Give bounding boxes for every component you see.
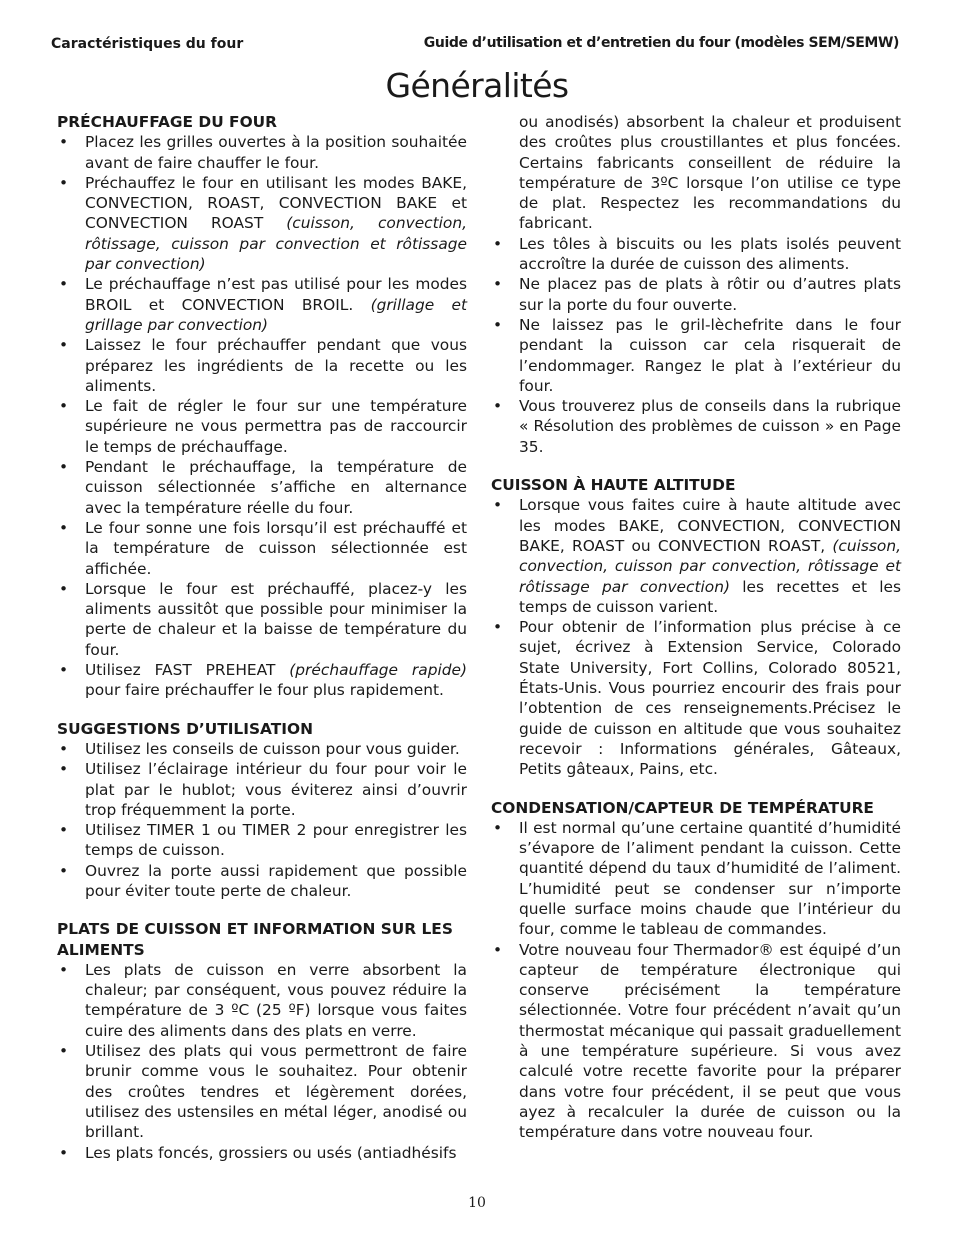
list-item xyxy=(491,617,901,779)
item-text: Lorsque le four est préchauffé, placez-y les aliments aussitôt que possible pour minimiser la perte de chaleur et la baisse de température du four. xyxy=(85,579,467,659)
item-italic-text: (préchauffage rapide) xyxy=(289,661,467,680)
item-text: Utilisez TIMER 1 ou TIMER 2 pour enregistrer les temps de cuisson. xyxy=(85,821,467,860)
section xyxy=(57,919,467,1163)
item-text: Utilisez FAST PREHEAT xyxy=(85,661,290,680)
item-text: Le four sonne une fois lorsqu’il est préchauffé et la température de cuisson sélectionnée est affichée. xyxy=(85,518,467,578)
section-heading: CONDENSATION/CAPTEUR DE TEMPÉRATURE xyxy=(491,798,874,817)
item-text: Préchauffez le four en utilisant les modes BAKE, CONVECTION, ROAST, CONVECTION BAKE et CONVECTION ROAST xyxy=(85,173,467,233)
right-column xyxy=(491,112,901,1161)
item-text: Pour obtenir de l’information plus précise à ce sujet, écrivez à Extension Service, Colorado State University, Fort Collins, Colorado 80521, États-Unis. Vous pourriez encourir des frais pour l’obtention de ces renseignements.Précisez le guide de cuisson en altitude que vous souhaitez recevoir : Informations générales, Gâteaux, Petits gâteaux, Pains, etc. xyxy=(519,618,901,779)
section xyxy=(491,798,901,1143)
section-heading: PRÉCHAUFFAGE DU FOUR xyxy=(57,113,278,131)
bullet-list xyxy=(491,495,901,779)
list-item xyxy=(491,274,901,315)
list-item xyxy=(57,820,467,861)
item-text: Placez les grilles ouvertes à la position souhaitée avant de faire chauffer le four. xyxy=(85,133,467,172)
section xyxy=(491,112,901,457)
item-text: Laissez le four préchauffer pendant que vous préparez les ingrédients de la recette ou les aliments. xyxy=(85,336,467,395)
list-item xyxy=(57,518,467,579)
bullet-list xyxy=(57,739,467,901)
item-text: Ouvrez la porte aussi rapidement que possible pour éviter toute perte de chaleur. xyxy=(85,861,467,900)
header-guide-title: Guide d’utilisation et d’entretien du four (modèles SEM/SEMW) xyxy=(423,35,899,51)
page-number: 10 xyxy=(468,1195,486,1211)
section xyxy=(491,475,901,779)
item-text: Les plats foncés, grossiers ou usés (antiadhésifs xyxy=(85,1143,457,1162)
item-text-after: pour faire préchauffer le four plus rapidement. xyxy=(85,681,444,700)
list-item xyxy=(57,579,467,660)
bullet-list xyxy=(491,818,901,1143)
list-item xyxy=(57,861,467,902)
list-item xyxy=(57,660,467,701)
list-item xyxy=(57,1143,467,1163)
item-italic-text: (cuisson, convection, rôtissage, cuisson par convection et rôtissage par convection) xyxy=(85,214,467,274)
list-item xyxy=(57,1041,467,1142)
item-text: Pendant le préchauffage, la température de cuisson sélectionnée s’affiche en alternance avec la température réelle du four. xyxy=(85,458,467,517)
item-text: Utilisez l’éclairage intérieur du four pour voir le plat par le hublot; vous éviterez ainsi d’ouvrir trop fréquemment la porte. xyxy=(85,760,467,819)
list-item xyxy=(57,274,467,335)
item-text: Utilisez les conseils de cuisson pour vous guider. xyxy=(85,739,460,758)
page-title: Généralités xyxy=(385,66,569,105)
item-text: Ne laissez pas le gril-lèchefrite dans le four pendant la cuisson car cela risquerait de l’endommager. Rangez le plat à l’extérieur du four. xyxy=(519,315,901,395)
section xyxy=(57,112,467,701)
item-text: Le préchauffage n’est pas utilisé pour les modes BROIL et CONVECTION BROIL. xyxy=(85,275,467,314)
header-section-title: Caractéristiques du four xyxy=(51,36,244,52)
item-text: Vous trouverez plus de conseils dans la rubrique « Résolution des problèmes de cuisson » en Page 35. xyxy=(519,397,901,456)
section-heading: CUISSON À HAUTE ALTITUDE xyxy=(491,476,736,495)
bullet-list xyxy=(491,112,901,457)
list-item xyxy=(491,112,901,234)
item-text: ou anodisés) absorbent la chaleur et produisent des croûtes plus croustillantes et plus foncées. Certains fabricants conseillent de réduire la température de 3ºC lorsque l’on utilise ce type de plat. Respectez les recommandations du fabricant. xyxy=(519,113,901,233)
section-heading: PLATS DE CUISSON ET INFORMATION SUR LES ALIMENTS xyxy=(57,920,453,959)
item-text: Les plats de cuisson en verre absorbent la chaleur; par conséquent, vous pouvez réduire la température de 3 ºC (25 ºF) lorsque vous faites cuire des aliments dans des plats en verre. xyxy=(85,960,467,1040)
list-item xyxy=(57,396,467,457)
item-text: Ne placez pas de plats à rôtir ou d’autres plats sur la porte du four ouverte. xyxy=(519,275,901,314)
list-item xyxy=(491,940,901,1143)
list-item xyxy=(57,132,467,173)
list-item xyxy=(491,315,901,396)
list-item xyxy=(491,818,901,940)
list-item xyxy=(491,495,901,617)
list-item xyxy=(57,457,467,518)
bullet-list xyxy=(57,132,467,700)
item-text: Le fait de régler le four sur une température supérieure ne vous permettra pas de raccourcir le temps de préchauffage. xyxy=(85,397,467,456)
list-item xyxy=(57,335,467,396)
item-text-after: les recettes et les temps de cuisson varient. xyxy=(519,577,902,616)
section xyxy=(57,719,467,902)
item-text: Lorsque vous faites cuire à haute altitude avec les modes BAKE, CONVECTION, CONVECTION BAKE, ROAST ou CONVECTION ROAST, xyxy=(519,496,901,555)
item-text: Votre nouveau four Thermador® est équipé d’un capteur de température électronique qui conserve précisément la température sélectionnée. Votre four précédent n’avait qu’un thermostat mécanique qui passait graduellement à une température supérieure. Si vous avez calculé votre recette favorite pour la préparer dans votre four précédent, il se peut que vous ayez à recalculer la durée de cuisson ou la température dans votre nouveau four. xyxy=(519,940,901,1142)
item-text: Il est normal qu’une certaine quantité d’humidité s’évapore de l’aliment pendant la cuisson. Cette quantité dépend du taux d’humidité de l’aliment. L’humidité peut se condenser sur n’importe quelle surface moins chaude que l’intérieur du four, comme le tableau de commandes. xyxy=(519,818,901,939)
left-column xyxy=(57,112,467,1181)
list-item xyxy=(57,739,467,759)
bullet-list xyxy=(57,960,467,1163)
list-item xyxy=(491,234,901,275)
section-heading: SUGGESTIONS D’UTILISATION xyxy=(57,719,313,738)
item-italic-text: (cuisson, convection, cuisson par convection, rôtissage et rôtissage par convection) xyxy=(519,536,901,596)
list-item xyxy=(57,759,467,820)
item-italic-text: (grillage et grillage par convection) xyxy=(85,295,467,334)
item-text: Les tôles à biscuits ou les plats isolés peuvent accroître la durée de cuisson des aliments. xyxy=(519,234,901,274)
list-item xyxy=(57,960,467,1041)
list-item xyxy=(491,396,901,457)
item-text: Utilisez des plats qui vous permettront de faire brunir comme vous le souhaitez. Pour obtenir des croûtes tendres et légèrement dorées, utilisez des ustensiles en métal léger, anodisé ou brillant. xyxy=(85,1042,467,1142)
list-item xyxy=(57,173,467,274)
